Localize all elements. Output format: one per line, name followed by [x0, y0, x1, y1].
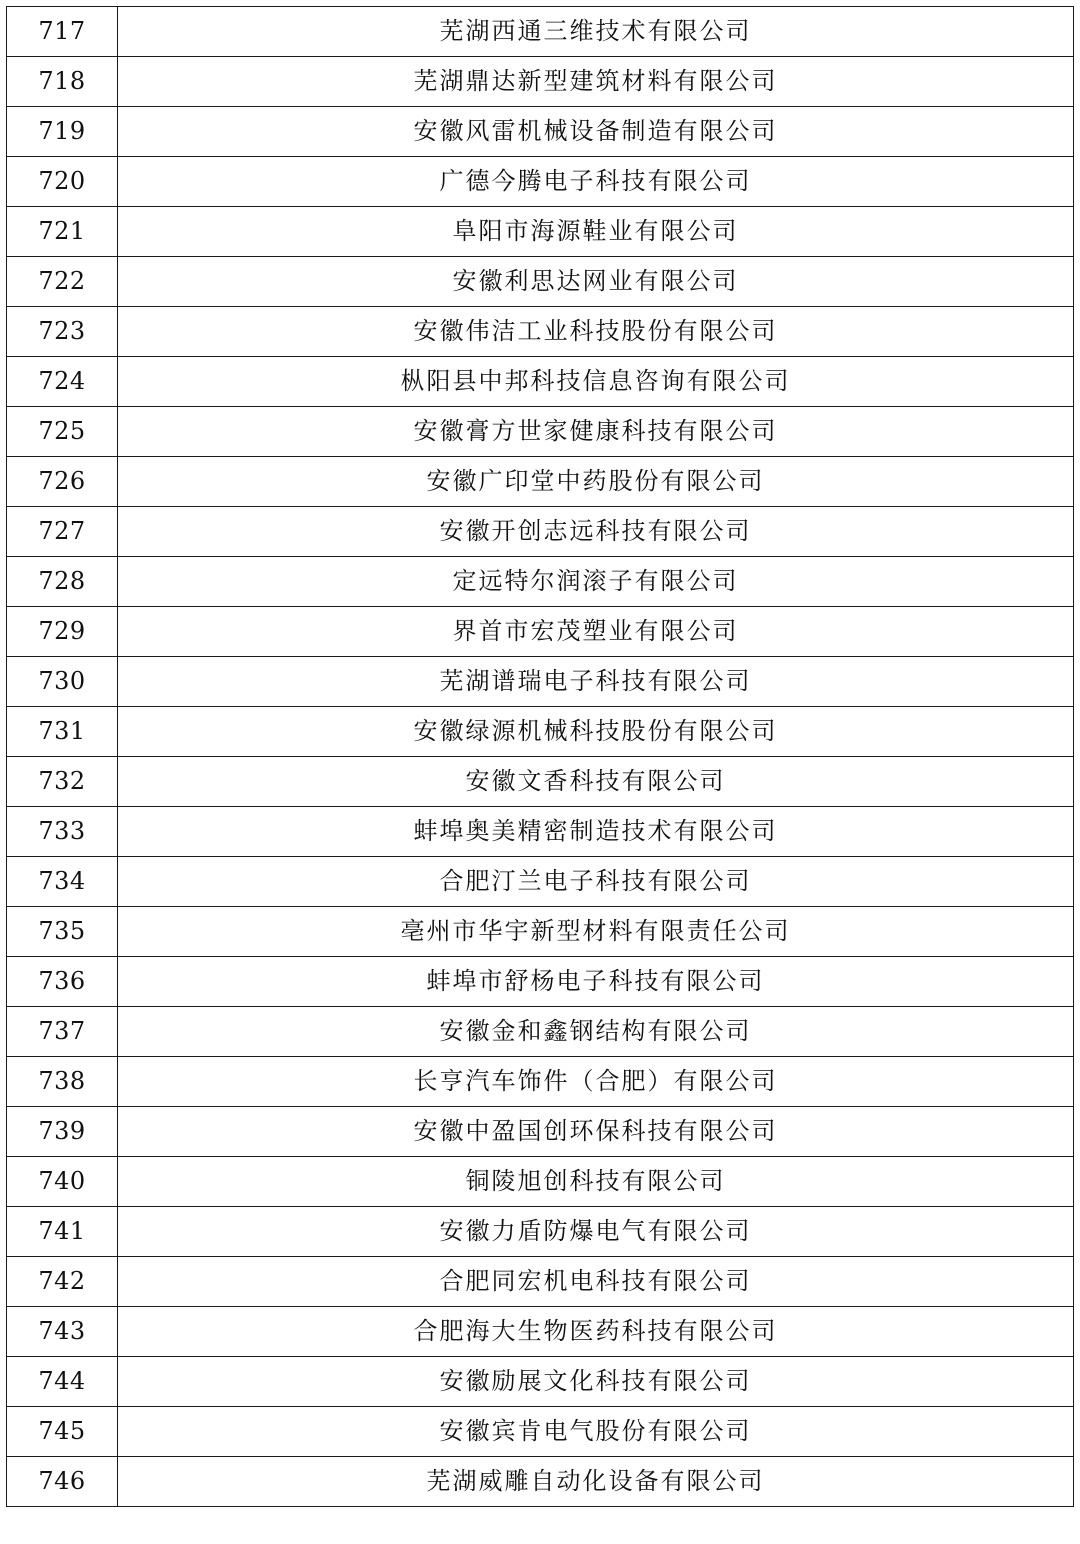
- company-name-cell: 阜阳市海源鞋业有限公司: [118, 207, 1074, 257]
- row-number-cell: 717: [7, 7, 118, 57]
- table-row: [7, 107, 1074, 157]
- row-number-cell: 720: [7, 157, 118, 207]
- table-row: [7, 407, 1074, 457]
- company-name-cell: 安徽金和鑫钢结构有限公司: [118, 1007, 1074, 1057]
- company-name-cell: 合肥海大生物医药科技有限公司: [118, 1307, 1074, 1357]
- row-number-cell: 729: [7, 607, 118, 657]
- row-number-cell: 737: [7, 1007, 118, 1057]
- row-number-cell: 739: [7, 1107, 118, 1157]
- company-name-cell: 安徽开创志远科技有限公司: [118, 507, 1074, 557]
- row-number-cell: 743: [7, 1307, 118, 1357]
- company-name-cell: 广德今腾电子科技有限公司: [118, 157, 1074, 207]
- company-name-cell: 枞阳县中邦科技信息咨询有限公司: [118, 357, 1074, 407]
- table-row: [7, 1107, 1074, 1157]
- company-name-cell: 亳州市华宇新型材料有限责任公司: [118, 907, 1074, 957]
- row-number-cell: 735: [7, 907, 118, 957]
- row-number-cell: 728: [7, 557, 118, 607]
- company-name-cell: 芜湖鼎达新型建筑材料有限公司: [118, 57, 1074, 107]
- table-row: [7, 507, 1074, 557]
- table-row: [7, 1257, 1074, 1307]
- table-row: [7, 1157, 1074, 1207]
- table-row: [7, 957, 1074, 1007]
- row-number-cell: 731: [7, 707, 118, 757]
- row-number-cell: 727: [7, 507, 118, 557]
- company-name-cell: 蚌埠奥美精密制造技术有限公司: [118, 807, 1074, 857]
- row-number-cell: 740: [7, 1157, 118, 1207]
- company-name-cell: 蚌埠市舒杨电子科技有限公司: [118, 957, 1074, 1007]
- company-name-cell: 长亨汽车饰件（合肥）有限公司: [118, 1057, 1074, 1107]
- company-name-cell: 安徽力盾防爆电气有限公司: [118, 1207, 1074, 1257]
- table-row: [7, 1407, 1074, 1457]
- row-number-cell: 724: [7, 357, 118, 407]
- company-name-cell: 安徽广印堂中药股份有限公司: [118, 457, 1074, 507]
- company-name-cell: 安徽风雷机械设备制造有限公司: [118, 107, 1074, 157]
- row-number-cell: 723: [7, 307, 118, 357]
- table-row: [7, 1457, 1074, 1507]
- company-name-cell: 安徽励展文化科技有限公司: [118, 1357, 1074, 1407]
- row-number-cell: 744: [7, 1357, 118, 1407]
- table-row: [7, 57, 1074, 107]
- table-row: [7, 7, 1074, 57]
- company-name-cell: 芜湖谱瑞电子科技有限公司: [118, 657, 1074, 707]
- company-name-cell: 安徽伟洁工业科技股份有限公司: [118, 307, 1074, 357]
- row-number-cell: 733: [7, 807, 118, 857]
- company-name-cell: 合肥同宏机电科技有限公司: [118, 1257, 1074, 1307]
- company-name-cell: 界首市宏茂塑业有限公司: [118, 607, 1074, 657]
- row-number-cell: 722: [7, 257, 118, 307]
- table-row: [7, 357, 1074, 407]
- row-number-cell: 746: [7, 1457, 118, 1507]
- table-row: [7, 1307, 1074, 1357]
- company-name-cell: 安徽中盈国创环保科技有限公司: [118, 1107, 1074, 1157]
- row-number-cell: 734: [7, 857, 118, 907]
- table-row: [7, 857, 1074, 907]
- table-row: [7, 807, 1074, 857]
- company-name-cell: 定远特尔润滚子有限公司: [118, 557, 1074, 607]
- company-name-cell: 合肥汀兰电子科技有限公司: [118, 857, 1074, 907]
- company-table: [6, 6, 1074, 1507]
- table-row: [7, 1057, 1074, 1107]
- table-row: [7, 657, 1074, 707]
- company-name-cell: 铜陵旭创科技有限公司: [118, 1157, 1074, 1207]
- table-row: [7, 757, 1074, 807]
- table-row: [7, 457, 1074, 507]
- company-table-body: [7, 7, 1074, 1507]
- row-number-cell: 718: [7, 57, 118, 107]
- row-number-cell: 726: [7, 457, 118, 507]
- company-name-cell: 安徽文香科技有限公司: [118, 757, 1074, 807]
- table-row: [7, 557, 1074, 607]
- row-number-cell: 745: [7, 1407, 118, 1457]
- company-name-cell: 安徽宾肯电气股份有限公司: [118, 1407, 1074, 1457]
- table-row: [7, 907, 1074, 957]
- row-number-cell: 738: [7, 1057, 118, 1107]
- table-row: [7, 307, 1074, 357]
- table-row: [7, 1007, 1074, 1057]
- table-row: [7, 257, 1074, 307]
- table-row: [7, 207, 1074, 257]
- row-number-cell: 732: [7, 757, 118, 807]
- company-name-cell: 安徽利思达网业有限公司: [118, 257, 1074, 307]
- table-row: [7, 157, 1074, 207]
- company-name-cell: 安徽绿源机械科技股份有限公司: [118, 707, 1074, 757]
- row-number-cell: 741: [7, 1207, 118, 1257]
- company-list-sheet: [6, 6, 1073, 1507]
- company-name-cell: 芜湖西通三维技术有限公司: [118, 7, 1074, 57]
- table-row: [7, 1207, 1074, 1257]
- row-number-cell: 725: [7, 407, 118, 457]
- row-number-cell: 742: [7, 1257, 118, 1307]
- row-number-cell: 730: [7, 657, 118, 707]
- table-row: [7, 1357, 1074, 1407]
- row-number-cell: 736: [7, 957, 118, 1007]
- table-row: [7, 707, 1074, 757]
- company-name-cell: 芜湖威雕自动化设备有限公司: [118, 1457, 1074, 1507]
- company-name-cell: 安徽膏方世家健康科技有限公司: [118, 407, 1074, 457]
- table-row: [7, 607, 1074, 657]
- row-number-cell: 719: [7, 107, 118, 157]
- row-number-cell: 721: [7, 207, 118, 257]
